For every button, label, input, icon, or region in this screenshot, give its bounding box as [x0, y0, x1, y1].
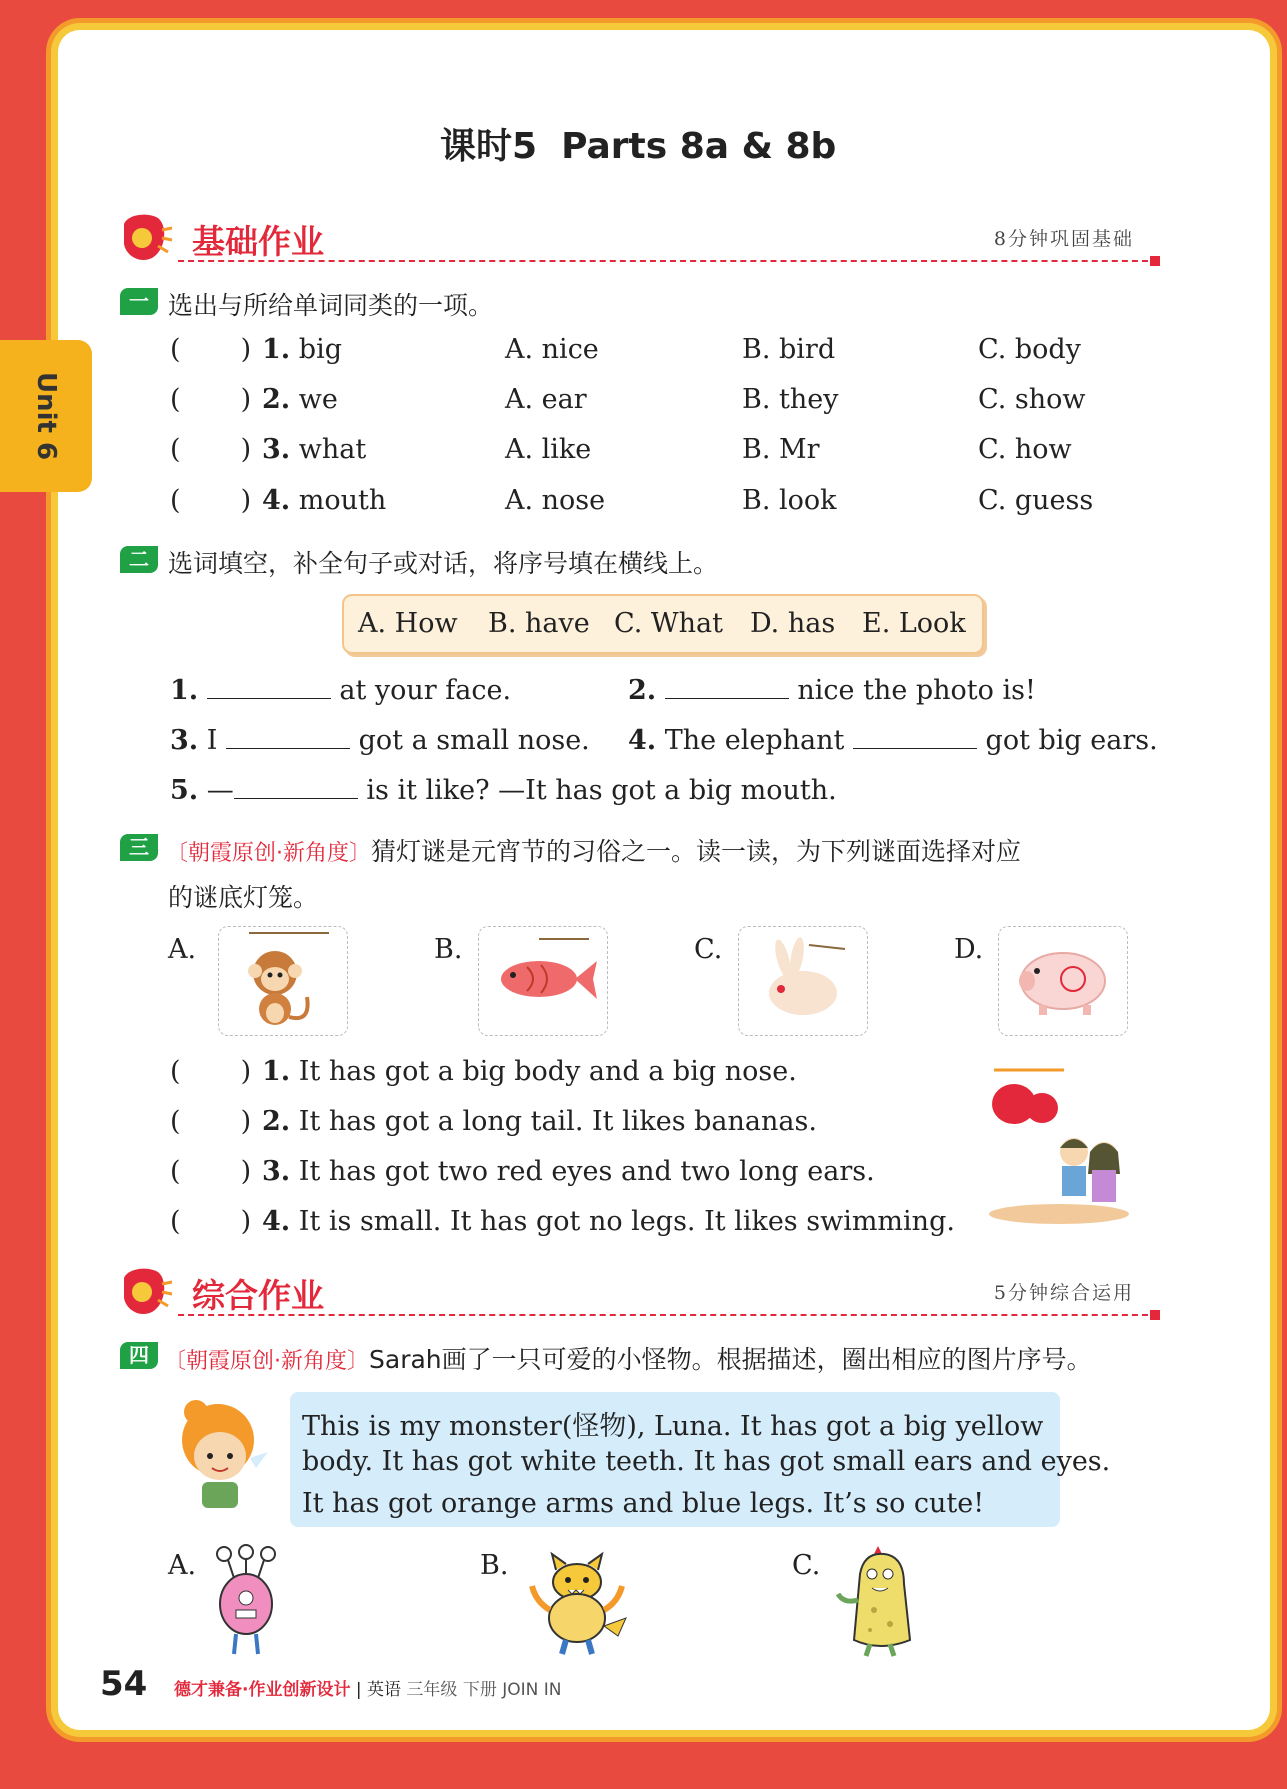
- given-word: mouth: [298, 485, 387, 516]
- fish-icon: [479, 927, 607, 1035]
- question-instruction: [164, 1340, 1092, 1376]
- pic-label: D.: [954, 934, 984, 965]
- answer-bracket[interactable]: ( ): [170, 1106, 252, 1137]
- item-number: 4.: [262, 485, 291, 516]
- item-number: 3.: [262, 1156, 291, 1187]
- lantern-picture[interactable]: [998, 926, 1128, 1036]
- pic-label: A.: [168, 934, 197, 965]
- answer-bracket[interactable]: ( ): [170, 1056, 252, 1087]
- blank-line[interactable]: [853, 724, 977, 749]
- instruction-line: 猜灯谜是元宵节的习俗之一。读一读，为下列谜面选择对应: [371, 837, 1022, 866]
- rabbit-icon: [739, 927, 867, 1035]
- blank-line[interactable]: [226, 724, 350, 749]
- given-word: what: [298, 434, 367, 465]
- option-a[interactable]: A. like: [505, 434, 592, 465]
- lantern-icon: [118, 210, 174, 264]
- title-lesson: 课时5: [440, 126, 538, 167]
- page-number: 54: [100, 1664, 148, 1704]
- monkey-icon: [219, 927, 347, 1035]
- option-label[interactable]: C.: [792, 1550, 821, 1581]
- option-c[interactable]: C. guess: [978, 485, 1094, 516]
- question-number: 四: [120, 1342, 158, 1369]
- option-b[interactable]: B. look: [742, 485, 837, 516]
- monster-c-icon[interactable]: [830, 1544, 930, 1658]
- item-number: 5.: [170, 775, 199, 806]
- lantern-icon: [118, 1264, 174, 1318]
- monster-a-icon[interactable]: [206, 1544, 286, 1658]
- item-number: 3.: [170, 725, 199, 756]
- option-label[interactable]: A.: [168, 1550, 197, 1581]
- item-number: 4.: [262, 1206, 291, 1237]
- answer-bracket[interactable]: ( ): [170, 384, 252, 415]
- riddle-text: It has got a big body and a big nose.: [298, 1056, 797, 1087]
- sentence-text: The elephant: [664, 725, 845, 756]
- section-subtitle: 8分钟巩固基础: [993, 228, 1134, 250]
- word-option: E. Look: [862, 608, 966, 639]
- given-word: we: [298, 384, 338, 415]
- item-number: 1.: [170, 675, 199, 706]
- section-title: 基础作业: [192, 222, 324, 261]
- sentence-text: is it like? —It has got a big mouth.: [366, 775, 837, 806]
- section-header-comprehensive: [118, 1264, 1158, 1324]
- fill-sentence: [170, 724, 590, 756]
- sentence-text: nice the photo is!: [797, 675, 1036, 706]
- sarah-avatar: [166, 1396, 276, 1514]
- section-divider: [178, 1314, 1158, 1316]
- subject-name: 英语: [367, 1680, 402, 1700]
- sentence-text: got big ears.: [985, 725, 1158, 756]
- word-option: B. have: [488, 608, 590, 639]
- fill-sentence: [170, 674, 511, 706]
- lantern-picture[interactable]: [478, 926, 608, 1036]
- item-number: 1.: [262, 334, 291, 365]
- speech-bubble: [290, 1392, 1111, 1527]
- fill-sentence: [628, 724, 1158, 756]
- word-option: D. has: [750, 608, 836, 639]
- section-subtitle: 5分钟综合运用: [993, 1282, 1134, 1304]
- bubble-line: This is my monster(怪物), Luna. It has got a big yellow: [302, 1411, 1044, 1442]
- children-lanterns-illustration: [984, 1064, 1134, 1224]
- section-divider: [178, 260, 1158, 262]
- pic-label: B.: [434, 934, 463, 965]
- answer-bracket[interactable]: ( ): [170, 485, 252, 516]
- given-word: big: [298, 334, 342, 365]
- sentence-text: —: [206, 775, 234, 806]
- answer-bracket[interactable]: ( ): [170, 1206, 252, 1237]
- blank-line[interactable]: [207, 674, 331, 699]
- answer-bracket[interactable]: ( ): [170, 1156, 252, 1187]
- question-tag: 〔朝霞原创·新角度〕: [164, 1349, 369, 1374]
- lantern-picture[interactable]: [218, 926, 348, 1036]
- fill-sentence: [628, 674, 1036, 706]
- footer-separator: |: [355, 1680, 362, 1700]
- footer-caption: [174, 1675, 562, 1700]
- item-number: 1.: [262, 1056, 291, 1087]
- grade-info: 三年级 下册 JOIN IN: [406, 1680, 562, 1700]
- riddle-text: It is small. It has got no legs. It likes swimming.: [298, 1206, 955, 1237]
- option-label[interactable]: B.: [480, 1550, 509, 1581]
- blank-line[interactable]: [234, 774, 358, 799]
- blank-line[interactable]: [665, 674, 789, 699]
- option-a[interactable]: A. nice: [505, 334, 599, 365]
- question-number: 三: [120, 834, 158, 861]
- answer-bracket[interactable]: ( ): [170, 334, 252, 365]
- question-instruction: 选词填空，补全句子或对话，将序号填在横线上。: [168, 549, 719, 578]
- option-c[interactable]: C. show: [978, 384, 1086, 415]
- item-number: 2.: [262, 384, 291, 415]
- instruction-line: Sarah画了一只可爱的小怪物。根据描述，圈出相应的图片序号。: [369, 1345, 1092, 1374]
- fill-sentence: [170, 774, 837, 806]
- word-option: C. What: [614, 608, 723, 639]
- title-parts: Parts 8a & 8b: [561, 126, 837, 167]
- pig-icon: [999, 927, 1127, 1035]
- option-c[interactable]: C. how: [978, 434, 1072, 465]
- pic-label: C.: [694, 934, 723, 965]
- bubble-line: body. It has got white teeth. It has got small ears and eyes.: [302, 1446, 1111, 1477]
- option-a[interactable]: A. nose: [505, 485, 606, 516]
- option-b[interactable]: B. they: [742, 384, 839, 415]
- item-number: 2.: [628, 675, 657, 706]
- section-title: 综合作业: [192, 1276, 324, 1315]
- unit-tab-label: Unit 6: [31, 371, 61, 461]
- option-a[interactable]: A. ear: [505, 384, 587, 415]
- riddle-text: It has got two red eyes and two long ears.: [298, 1156, 875, 1187]
- bubble-line: It has got orange arms and blue legs. It’s so cute!: [302, 1488, 985, 1519]
- word-option: A. How: [358, 608, 458, 639]
- option-b[interactable]: B. bird: [742, 334, 836, 365]
- option-c[interactable]: C. body: [978, 334, 1081, 365]
- question-number: 一: [120, 288, 158, 315]
- question-tag: 〔朝霞原创·新角度〕: [166, 841, 371, 866]
- riddle-text: It has got a long tail. It likes bananas.: [298, 1106, 817, 1137]
- word-bank: [342, 594, 984, 654]
- sentence-text: got a small nose.: [358, 725, 590, 756]
- item-number: 3.: [262, 434, 291, 465]
- question-number: 二: [120, 546, 158, 573]
- question-instruction: [166, 832, 1021, 868]
- item-number: 2.: [262, 1106, 291, 1137]
- sentence-text: at your face.: [339, 675, 512, 706]
- item-number: 4.: [628, 725, 657, 756]
- lantern-picture[interactable]: [738, 926, 868, 1036]
- answer-bracket[interactable]: ( ): [170, 434, 252, 465]
- unit-tab[interactable]: [0, 340, 92, 492]
- question-instruction: 选出与所给单词同类的一项。: [168, 291, 494, 320]
- instruction-line: 的谜底灯笼。: [168, 883, 319, 912]
- option-b[interactable]: B. Mr: [742, 434, 820, 465]
- page-title: [440, 118, 836, 169]
- section-header-basic: [118, 210, 1158, 270]
- series-name: 德才兼备·作业创新设计: [174, 1680, 351, 1700]
- sentence-text: I: [206, 725, 218, 756]
- monster-b-icon[interactable]: [522, 1546, 632, 1658]
